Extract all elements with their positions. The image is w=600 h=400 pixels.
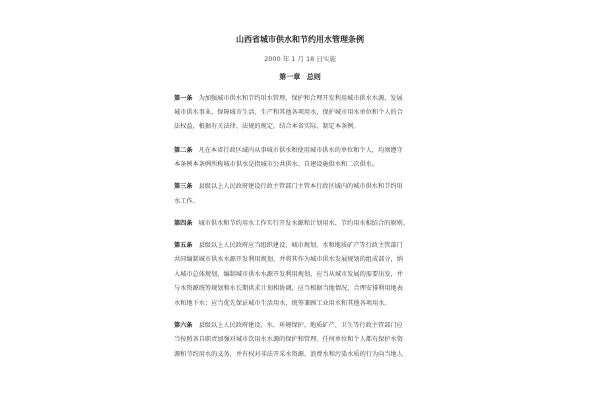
article-line: 本条例本条例所称城市供水是指城市公共供水、自建设施供水和二次供水。 xyxy=(174,161,379,168)
article-line: 与水资源统筹规划和水长期供求计划相协调，应当根据当地情况，合理安排利用地表 xyxy=(174,285,403,292)
article-text: 城市供水和节约用水工作实行开发水源和计划用水、节约用水相结合的原则。 xyxy=(198,220,409,227)
article-line: 源和节约用水的义务，并有权对非法开采水资源、浪费水和污染水质的行为向当地人 xyxy=(174,351,403,358)
article-line xyxy=(174,182,434,191)
article-label: 第六条 xyxy=(174,322,193,329)
article-text: 凡在本省行政区域内从事城市供水和使用城市供水的单位和个人，均须遵守 xyxy=(198,147,403,154)
article-line: 水和地下水；应当优先保证城市生活用水，统筹兼顾工业用水和其他各项用水。 xyxy=(174,300,391,307)
article-label: 第三条 xyxy=(174,183,193,190)
article-text: 县级以上人民政府建设、水、环境保护、地质矿产、卫生等行政主管部门应 xyxy=(198,322,403,329)
article-line: 法权益，根据有关法律、法规的规定，结合本省实际，制定本条例。 xyxy=(174,123,360,130)
article-line xyxy=(174,219,434,228)
document-date: 2000 年 1 月 18 日实施 xyxy=(264,55,336,63)
article-text: 县级以上人民政府建设行政主管部门主管本行政区域内的城市供水和节约用 xyxy=(198,183,403,190)
article-label: 第一条 xyxy=(174,95,193,102)
article-line xyxy=(174,321,434,330)
article-line xyxy=(174,146,434,155)
article-line: 当按照各自职责加强对城市饮用水水源的保护和管理。任何单位和个人都有保护水资 xyxy=(174,336,403,343)
article-line xyxy=(174,241,434,250)
article-line xyxy=(174,94,434,103)
article-label: 第四条 xyxy=(174,220,193,227)
article-line: 水工作。 xyxy=(174,198,199,205)
article-line: 入城市总体规划，编制城市供水水源开发利用规划，应当从城市发展的需要出发，并 xyxy=(174,271,403,278)
article-text: 县级以上人民政府应当组织建设、城市规划、水和地质矿产等行政主管部门 xyxy=(198,242,403,249)
chapter-heading: 第一章 总则 xyxy=(279,73,321,81)
article-label: 第五条 xyxy=(174,242,193,249)
article-label: 第二条 xyxy=(174,147,193,154)
article-text: 为加强城市供水和节约用水管理，保护和合理开发利用城市供水水源，发展 xyxy=(198,95,403,102)
article-line: 共同编制城市供水水源开发利用规划，并将其作为城市供水发展规划的组成部分，纳 xyxy=(174,256,403,263)
article-line: 城市供水事业，保障城市生活、生产和其他各项用水，保护城市用水单位和个人的合 xyxy=(174,109,403,116)
document-title: 山西省城市供水和节约用水管理条例 xyxy=(236,35,364,44)
